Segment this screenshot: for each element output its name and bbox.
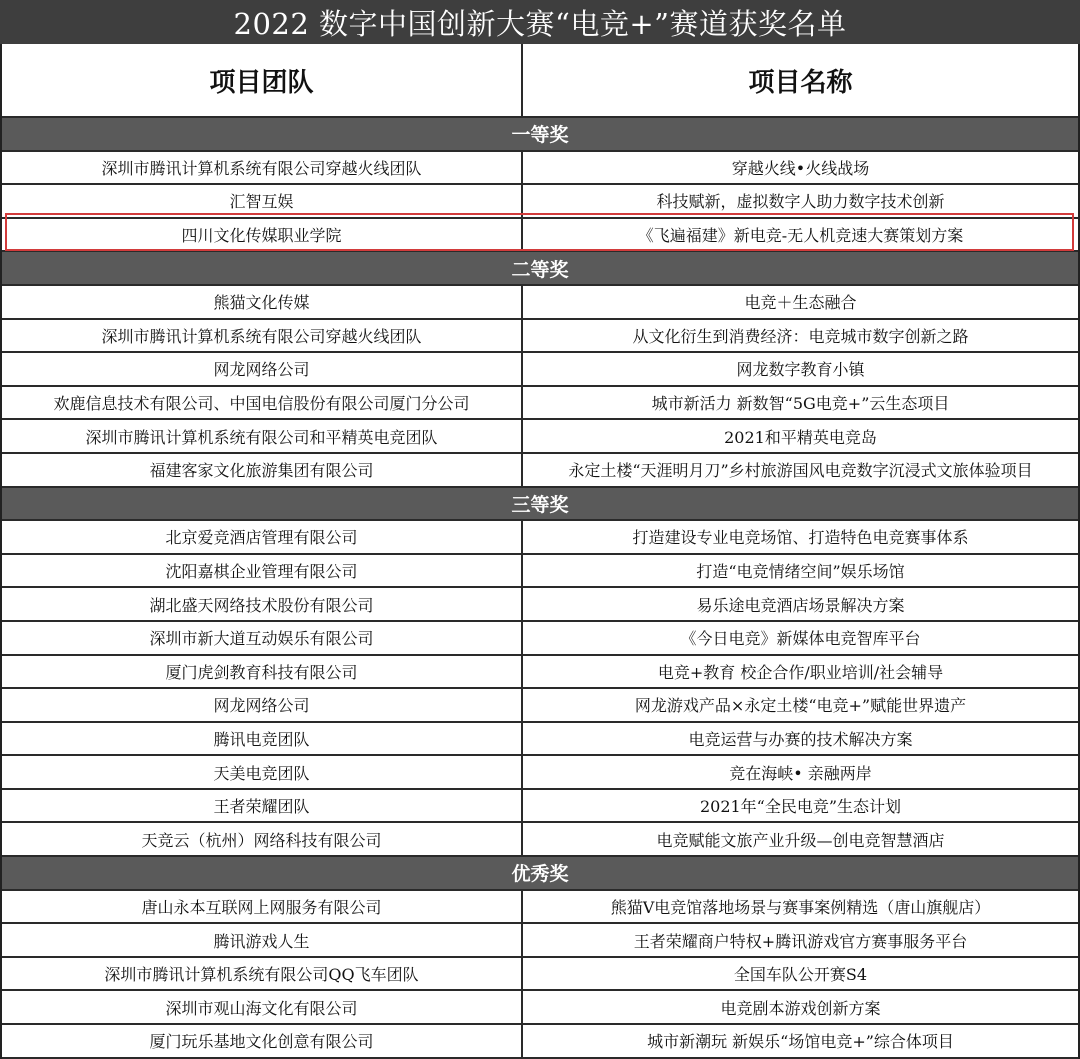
table-row <box>2 555 1078 589</box>
table-row <box>2 891 1078 925</box>
project-cell: 王者荣耀商户特权+腾讯游戏官方赛事服务平台 <box>633 931 968 951</box>
table-row <box>2 286 1078 320</box>
project-cell: 电竞剧本游戏创新方案 <box>720 998 881 1018</box>
table-row <box>2 420 1078 454</box>
project-cell: 电竞赋能文旅产业升级—创电竞智慧酒店 <box>656 830 945 850</box>
section-header: 二等奖 <box>2 252 1078 286</box>
table-row <box>2 219 1078 253</box>
project-cell: 易乐途电竞酒店场景解决方案 <box>696 595 905 615</box>
team-cell: 唐山永本互联网上网服务有限公司 <box>2 891 523 923</box>
team-cell: 网龙网络公司 <box>2 353 523 385</box>
project-cell: 城市新潮玩 新娱乐“场馆电竞+”综合体项目 <box>647 1032 954 1052</box>
project-cell: 穿越火线•火线战场 <box>731 158 870 178</box>
project-cell: 网龙游戏产品×永定土楼“电竞+”赋能世界遗产 <box>634 696 967 716</box>
project-cell: 全国车队公开赛S4 <box>733 965 868 985</box>
team-cell: 王者荣耀团队 <box>2 790 523 822</box>
table-row <box>2 823 1078 857</box>
project-cell: 永定土楼“天涯明月刀”乡村旅游国风电竞数字沉浸式文旅体验项目 <box>568 461 1033 481</box>
table-row <box>2 588 1078 622</box>
team-cell: 厦门虎剑教育科技有限公司 <box>2 656 523 688</box>
table-row <box>2 958 1078 992</box>
table-row <box>2 622 1078 656</box>
table-row <box>2 454 1078 488</box>
team-cell: 网龙网络公司 <box>2 689 523 721</box>
team-cell: 湖北盛天网络技术股份有限公司 <box>2 588 523 620</box>
table-row <box>2 790 1078 824</box>
table-row <box>2 924 1078 958</box>
table-row <box>2 756 1078 790</box>
team-cell: 深圳市腾讯计算机系统有限公司穿越火线团队 <box>2 320 523 352</box>
project-cell: 2021和平精英电竞岛 <box>724 427 877 447</box>
table-row <box>2 1025 1078 1059</box>
table-row <box>2 991 1078 1025</box>
team-cell: 熊猫文化传媒 <box>2 286 523 318</box>
project-cell: 熊猫V电竞馆落地场景与赛事案例精选（唐山旗舰店） <box>610 897 991 917</box>
team-cell: 深圳市新大道互动娱乐有限公司 <box>2 622 523 654</box>
table-row <box>2 152 1078 186</box>
project-cell: 竞在海峡• 亲融两岸 <box>729 763 872 783</box>
team-cell: 深圳市腾讯计算机系统有限公司和平精英电竞团队 <box>2 420 523 452</box>
table-row <box>2 185 1078 219</box>
table-row <box>2 320 1078 354</box>
table-row <box>2 353 1078 387</box>
page-title: 2022 数字中国创新大赛“电竞+”赛道获奖名单 <box>0 0 1080 44</box>
table-row <box>2 521 1078 555</box>
project-cell: 城市新活力 新数智“5G电竞+”云生态项目 <box>651 394 950 414</box>
project-cell: 从文化衍生到消费经济：电竞城市数字创新之路 <box>632 326 969 346</box>
team-cell: 腾讯游戏人生 <box>2 924 523 956</box>
column-header-team: 项目团队 <box>2 44 523 116</box>
team-cell: 沈阳嘉棋企业管理有限公司 <box>2 555 523 587</box>
section-header: 优秀奖 <box>2 857 1078 891</box>
table-row <box>2 656 1078 690</box>
team-cell: 北京爱竞酒店管理有限公司 <box>2 521 523 553</box>
project-cell: 打造“电竞情绪空间”娱乐场馆 <box>696 562 905 582</box>
team-cell: 福建客家文化旅游集团有限公司 <box>2 454 523 486</box>
project-cell: 《飞遍福建》新电竞-无人机竞速大赛策划方案 <box>637 226 964 246</box>
table-row <box>2 689 1078 723</box>
project-cell: 科技赋新，虚拟数字人助力数字技术创新 <box>656 192 945 212</box>
project-cell: 电竞＋生态融合 <box>744 293 857 313</box>
project-cell: 电竞+教育 校企合作/职业培训/社会辅导 <box>657 662 944 682</box>
table-row <box>2 387 1078 421</box>
table-header-row <box>2 44 1078 118</box>
column-header-project: 项目名称 <box>748 67 853 98</box>
project-cell: 电竞运营与办赛的技术解决方案 <box>688 729 913 749</box>
team-cell: 欢鹿信息技术有限公司、中国电信股份有限公司厦门分公司 <box>2 387 523 419</box>
team-cell: 深圳市腾讯计算机系统有限公司QQ飞车团队 <box>2 958 523 990</box>
project-cell: 打造建设专业电竞场馆、打造特色电竞赛事体系 <box>632 528 969 548</box>
team-cell: 天美电竞团队 <box>2 756 523 788</box>
team-cell: 深圳市腾讯计算机系统有限公司穿越火线团队 <box>2 152 523 184</box>
team-cell: 厦门玩乐基地文化创意有限公司 <box>2 1025 523 1057</box>
table-row <box>2 723 1078 757</box>
awards-table <box>0 44 1080 1059</box>
project-cell: 网龙数字教育小镇 <box>736 360 865 380</box>
section-header: 三等奖 <box>2 488 1078 522</box>
project-cell: 《今日电竞》新媒体电竞智库平台 <box>680 629 921 649</box>
team-cell: 天竞云（杭州）网络科技有限公司 <box>2 823 523 855</box>
project-cell: 2021年“全民电竞”生态计划 <box>699 797 902 817</box>
section-header: 一等奖 <box>2 118 1078 152</box>
team-cell: 深圳市观山海文化有限公司 <box>2 991 523 1023</box>
team-cell: 四川文化传媒职业学院 <box>2 219 523 251</box>
team-cell: 汇智互娱 <box>2 185 523 217</box>
team-cell: 腾讯电竞团队 <box>2 723 523 755</box>
